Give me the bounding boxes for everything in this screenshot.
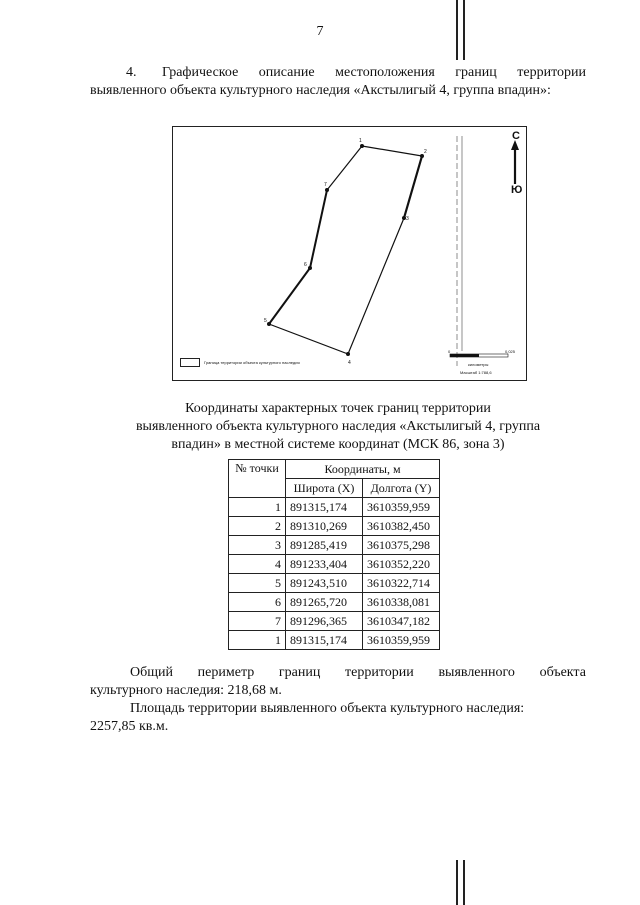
- scale-unit-label: километры: [468, 362, 489, 367]
- cell-point: 5: [229, 574, 286, 593]
- cell-lat: 891233,404: [286, 555, 363, 574]
- cell-lon: 3610375,298: [363, 536, 440, 555]
- table-row: [229, 555, 440, 574]
- table-row: [229, 631, 440, 650]
- area-line-2: 2257,85 кв.м.: [90, 719, 169, 734]
- boundary-outline: [269, 146, 422, 354]
- map-point-label: 1: [359, 138, 362, 144]
- map-point-label: 6: [304, 262, 307, 268]
- table-header-row: [229, 460, 440, 479]
- legend-label: Граница территории объекта культурного наследия: [204, 360, 300, 365]
- scan-line-bottom-right: [463, 860, 465, 905]
- cell-point: 3: [229, 536, 286, 555]
- map-point-label: 3: [406, 216, 409, 222]
- cell-point: 2: [229, 517, 286, 536]
- caption-line: выявленного объекта культурного наследия «Акстылигый 4, группа: [135, 419, 541, 434]
- table-row: [229, 536, 440, 555]
- scan-line-left: [456, 0, 458, 60]
- section-number: 4.: [126, 65, 137, 80]
- cell-lon: 3610352,220: [363, 555, 440, 574]
- table-row: [229, 517, 440, 536]
- cell-point: 1: [229, 631, 286, 650]
- cell-lon: 3610322,714: [363, 574, 440, 593]
- area-line-1: Площадь территории выявленного объекта культурного наследия:: [130, 701, 525, 716]
- perimeter-line-1: [90, 664, 586, 682]
- cell-point: 1: [229, 498, 286, 517]
- scan-line-right: [463, 0, 465, 60]
- col-point-header: № точки: [229, 460, 286, 498]
- perimeter-line-2: культурного наследия: 218,68 м.: [90, 683, 282, 698]
- cell-point: 4: [229, 555, 286, 574]
- cell-lon: 3610359,959: [363, 631, 440, 650]
- perimeter-word: периметр: [197, 665, 255, 680]
- coordinates-table: [228, 459, 440, 650]
- table-row: [229, 612, 440, 631]
- map-point: [267, 322, 271, 326]
- table-caption: [90, 400, 586, 454]
- perimeter-word: выявленного: [438, 665, 515, 680]
- legend-swatch: [180, 358, 200, 367]
- map-point-label: 7: [324, 182, 327, 188]
- col-lon-header: Долгота (Y): [363, 479, 440, 498]
- boundary-points: [267, 144, 424, 356]
- perimeter-word: Общий: [130, 665, 173, 680]
- section-heading: [90, 64, 586, 100]
- cell-lon: 3610359,959: [363, 498, 440, 517]
- section-text: Графическое описание местоположения границ территории выявленного объекта культурного наследия «Акстылигый 4, группа впадин»:: [90, 65, 586, 98]
- perimeter-word: границ: [278, 665, 321, 680]
- cell-lon: 3610347,182: [363, 612, 440, 631]
- area-paragraph: [90, 700, 586, 736]
- map-point-label: 5: [264, 318, 267, 324]
- scale-ratio-label: Масштаб 1:788,6: [460, 370, 492, 375]
- caption-line: Координаты характерных точек границ территории: [185, 401, 491, 416]
- cell-lon: 3610382,450: [363, 517, 440, 536]
- col-coords-header: Координаты, м: [286, 460, 440, 479]
- map-point-label: 4: [348, 360, 351, 366]
- boundary-map-drawing: [172, 126, 527, 381]
- col-lat-header: Широта (X): [286, 479, 363, 498]
- map-point-label: 2: [424, 149, 427, 155]
- cell-lat: 891310,269: [286, 517, 363, 536]
- cell-lon: 3610338,081: [363, 593, 440, 612]
- cell-lat: 891296,365: [286, 612, 363, 631]
- table-row: [229, 498, 440, 517]
- cell-lat: 891285,419: [286, 536, 363, 555]
- compass-north-label: С: [512, 130, 520, 142]
- scan-line-bottom-left: [456, 860, 458, 905]
- cell-point: 7: [229, 612, 286, 631]
- scale-zero-label: 0: [448, 349, 451, 354]
- map-point: [360, 144, 364, 148]
- cell-lat: 891243,510: [286, 574, 363, 593]
- cell-lat: 891315,174: [286, 631, 363, 650]
- cell-point: 6: [229, 593, 286, 612]
- perimeter-paragraph: [90, 664, 586, 700]
- table-row: [229, 593, 440, 612]
- map-point: [346, 352, 350, 356]
- map-point: [325, 188, 329, 192]
- scale-end-label: 0,025: [505, 349, 516, 354]
- caption-line: впадин» в местной системе координат (МСК 86, зона 3): [171, 437, 505, 452]
- cell-lat: 891315,174: [286, 498, 363, 517]
- perimeter-word: территории: [345, 665, 414, 680]
- table-row: [229, 574, 440, 593]
- compass-south-label: Ю: [511, 184, 523, 196]
- perimeter-word: объекта: [539, 665, 586, 680]
- map-point: [308, 266, 312, 270]
- page-number: 7: [316, 24, 324, 39]
- cell-lat: 891265,720: [286, 593, 363, 612]
